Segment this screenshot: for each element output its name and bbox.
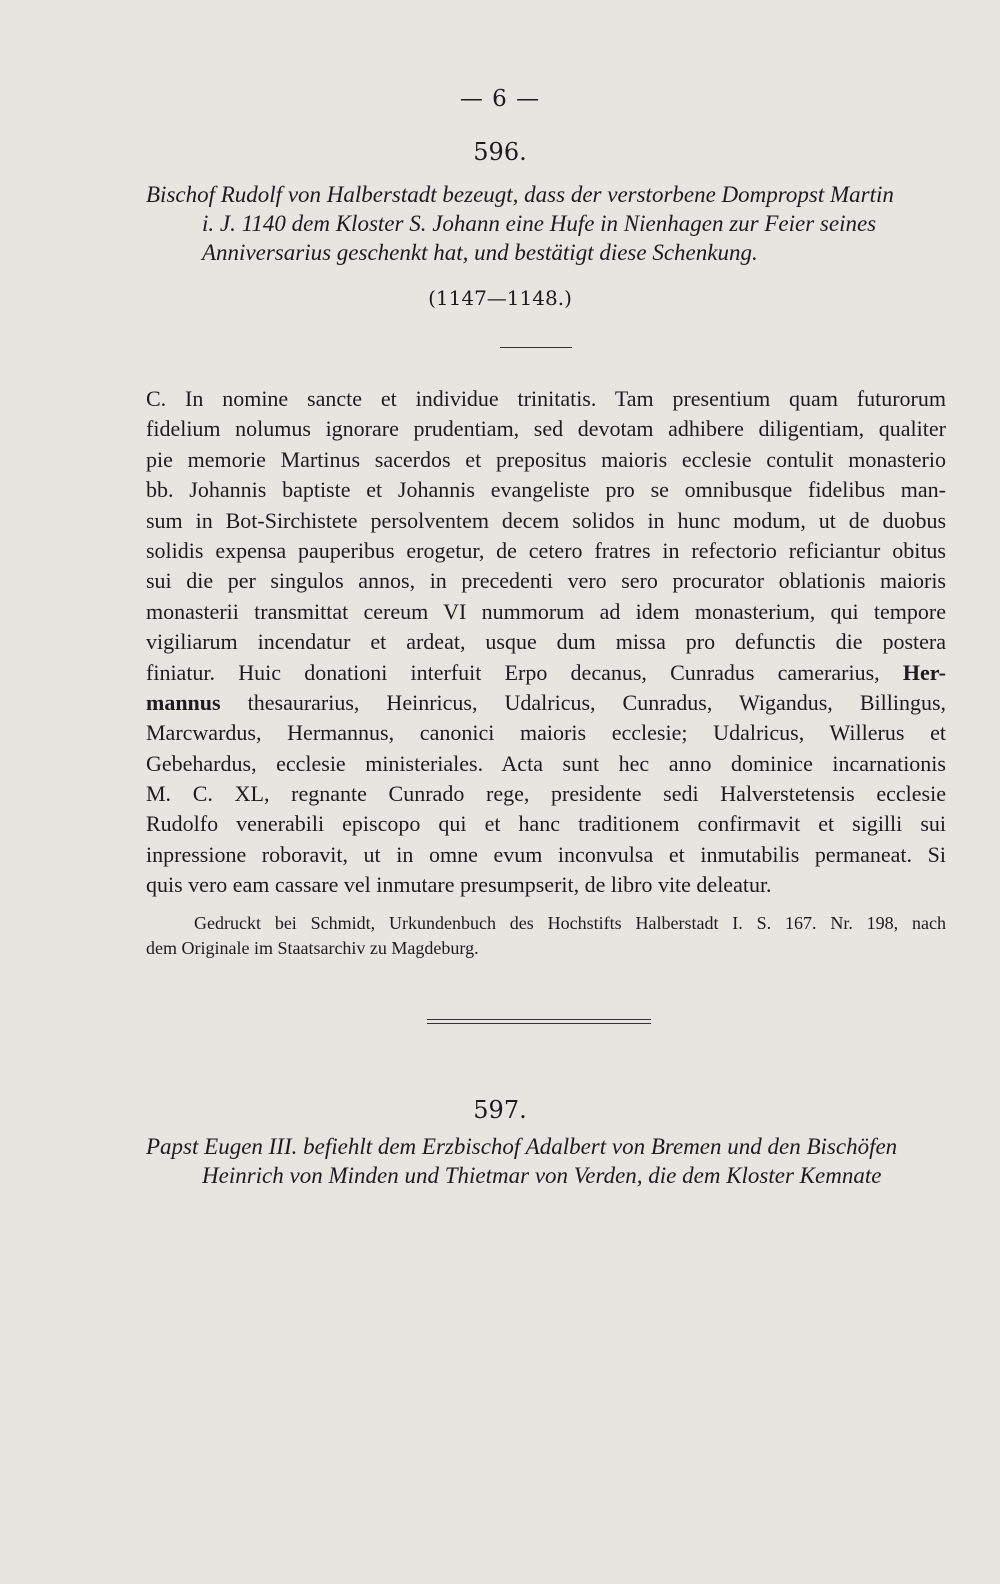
text-line-with-name	[146, 688, 946, 718]
footnote-line: Gedruckt bei Schmidt, Urkundenbuch des Hochstifts Halberstadt I. S. 167. Nr. 198, nach	[194, 913, 946, 933]
text-line: sui die per singulos annos, in precedenti vero sero procurator oblationis maioris	[146, 568, 946, 594]
text-line: Rudolfo venerabili episcopo qui et hanc traditionem confirmavit et sigilli sui	[146, 811, 946, 837]
page-number: — 6 —	[459, 86, 541, 112]
text-line: bb. Johannis baptiste et Johannis evangeliste pro se omnibusque fidelibus man-	[146, 477, 946, 503]
text-line: vigiliarum incendatur et ardeat, usque dum missa pro defunctis die postera	[146, 629, 946, 655]
text-line: Marcwardus, Hermannus, canonici maioris ecclesie; Udalricus, Willerus et	[146, 720, 946, 746]
text-line: fidelium nolumus ignorare prudentiam, sed devotam adhibere diligentiam, qualiter	[146, 416, 946, 442]
document-number: 596.	[473, 138, 527, 166]
regest-line: Heinrich von Minden und Thietmar von Verden, die dem Kloster Kemnate	[202, 1163, 882, 1188]
section-divider	[427, 1019, 651, 1027]
text-line: solidis expensa pauperibus erogetur, de cetero fratres in refectorio reficiantur obitus	[146, 537, 946, 563]
source-footnote	[146, 911, 946, 961]
regest-line: i. J. 1140 dem Kloster S. Johann eine Hufe in Nienhagen zur Feier seines	[202, 211, 877, 236]
text-line: pie memorie Martinus sacerdos et prepositus maioris ecclesie contulit monasterio	[146, 446, 946, 472]
regest-summary	[146, 1132, 946, 1190]
text-line-with-name	[146, 658, 946, 688]
text-segment: finiatur. Huic donationi interfuit Erpo decanus, Cunradus camerarius,	[146, 659, 880, 685]
regest-line: Bischof Rudolf von Halberstadt bezeugt, dass der verstorbene Dompropst Martin	[146, 182, 894, 207]
text-line: inpressione roboravit, ut in omne evum inconvulsa et inmutabilis permaneat. Si	[146, 841, 946, 867]
text-line: monasterii transmittat cereum VI nummorum ad idem monasterium, qui tempore	[146, 598, 946, 624]
charter-text	[146, 384, 946, 901]
text-line: quis vero eam cassare vel inmutare presumpserit, de libro vite deleatur.	[146, 872, 772, 898]
footnote-line: dem Originale im Staatsarchiv zu Magdeburg.	[146, 938, 479, 958]
regest-line: Papst Eugen III. befiehlt dem Erzbischof Adalbert von Bremen und den Bischöfen	[146, 1134, 898, 1159]
bold-name: Her-	[902, 659, 946, 685]
text-line: sum in Bot-Sirchistete persolventem decem solidos in hunc modum, ut de duobus	[146, 507, 946, 533]
text-segment: thesaurarius, Heinricus, Udalricus, Cunradus, Wigandus, Billingus,	[247, 689, 947, 715]
text-line: Gebehardus, ecclesie ministeriales. Acta sunt hec anno dominice incarnationis	[146, 750, 946, 776]
text-line: C. In nomine sancte et individue trinitatis. Tam presentium quam futurorum	[146, 386, 946, 411]
document-number: 597.	[473, 1096, 527, 1124]
bold-name: mannus	[146, 689, 221, 715]
regest-line: Anniversarius geschenkt hat, und bestätigt diese Schenkung.	[202, 240, 758, 265]
separator-rule	[500, 347, 572, 348]
text-line: M. C. XL, regnante Cunrado rege, presidente sedi Halverstetensis ecclesie	[146, 781, 946, 807]
regest-summary	[146, 180, 946, 267]
document-date: (1147—1148.)	[428, 286, 572, 310]
